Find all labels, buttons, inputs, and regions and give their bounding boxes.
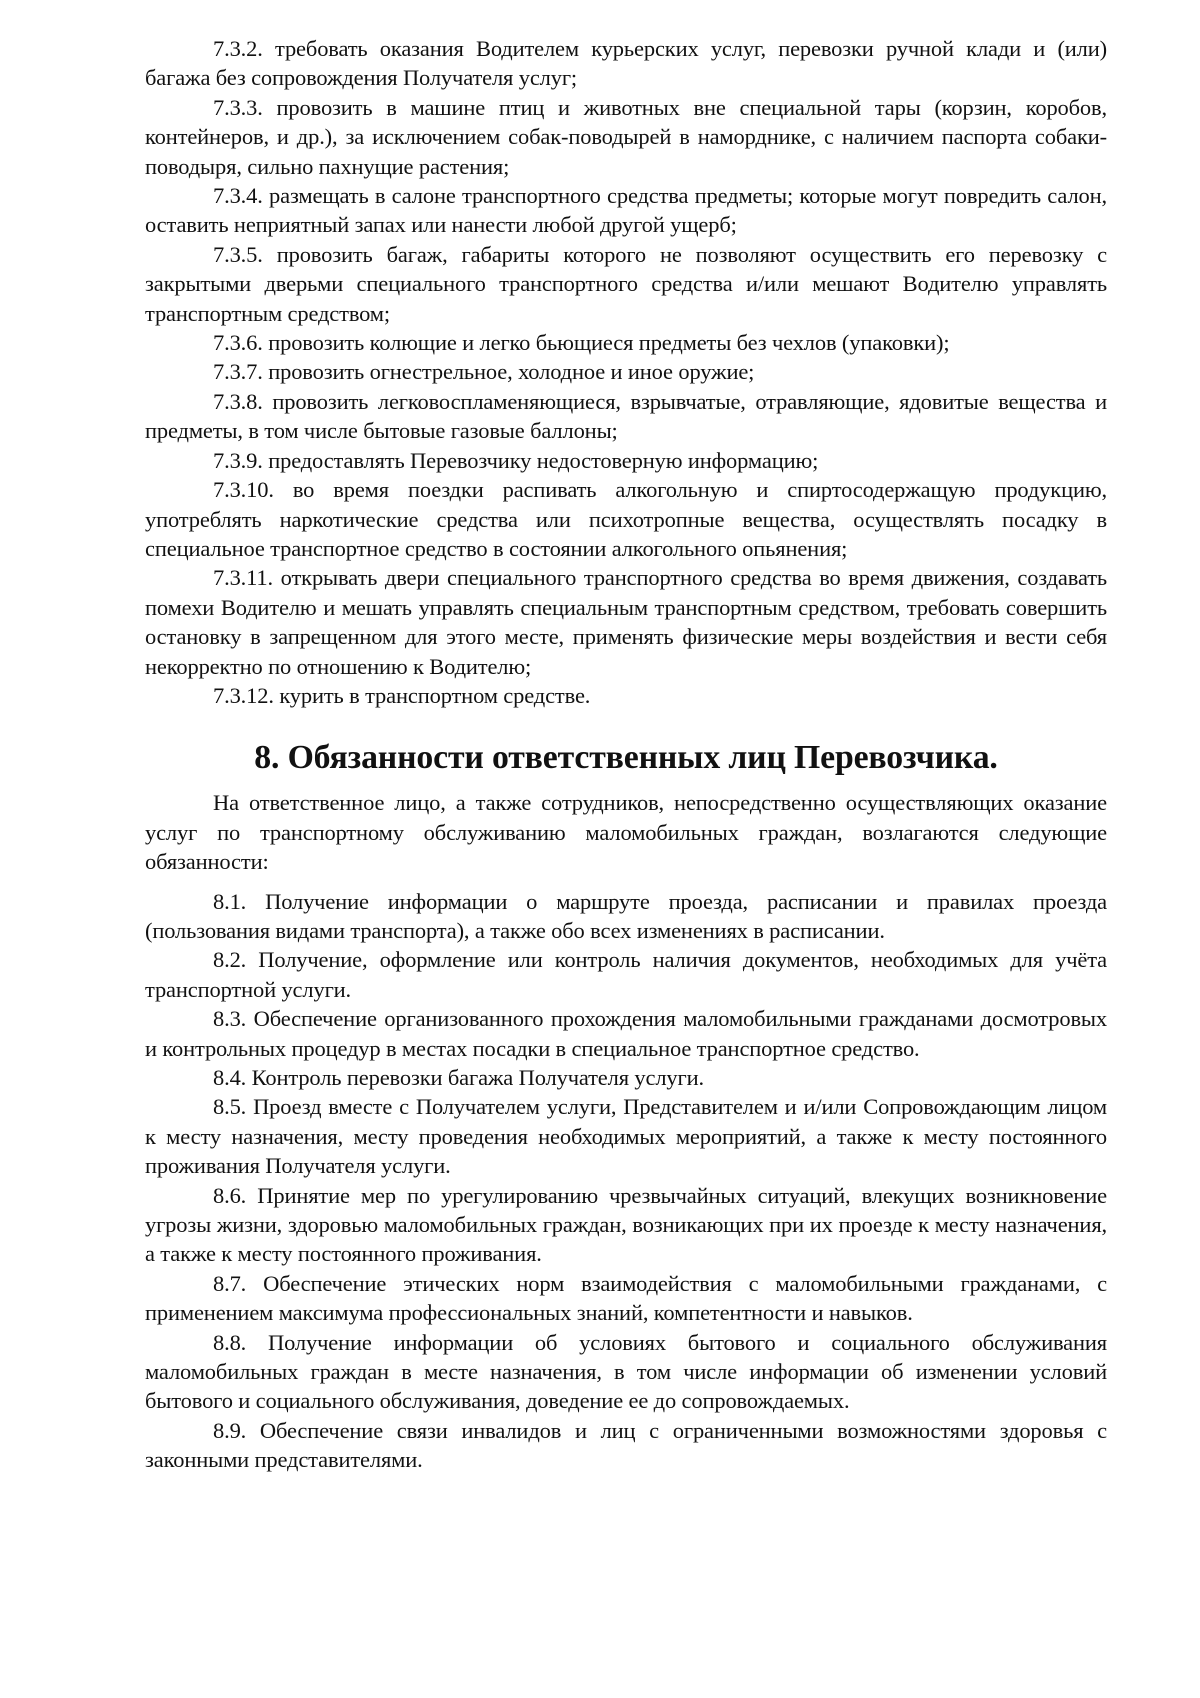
clause-8-4 [145, 1063, 1107, 1092]
clause-text: во время поездки распивать алкогольную и спиртосодержащую продукцию, употреблять наркотические средства или психотропные вещества, осуществлять посадку в специальное транспортное средство в состоянии алкогольного опьянения; [145, 477, 1107, 561]
clause-text: Обеспечение связи инвалидов и лиц с ограниченными возможностями здоровья с законными представителями. [145, 1417, 1107, 1473]
clause-7-3-4 [145, 181, 1107, 240]
clause-text: предоставлять Перевозчику недостоверную информацию; [268, 447, 819, 473]
clause-text: Получение информации об условиях бытового и социального обслуживания маломобильных граждан в месте назначения, в том числе информации об изменении условий бытового и социального обслуживания, доведение ее до сопровождаемых. [145, 1329, 1107, 1414]
clause-8-6 [145, 1181, 1107, 1269]
clause-text: провозить легковоспламеняющиеся, взрывчатые, отравляющие, ядовитые вещества и предметы, в том числе бытовые газовые баллоны; [145, 388, 1107, 444]
clause-text: провозить огнестрельное, холодное и иное оружие; [268, 359, 755, 385]
clause-number: 7.3.3. [213, 94, 263, 120]
clause-number: 8.9. [213, 1417, 247, 1443]
clause-7-3-10 [145, 475, 1107, 563]
clause-8-3 [145, 1004, 1107, 1063]
clause-number: 8.4. [213, 1065, 247, 1090]
clause-text: открывать двери специального транспортного средства во время движения, создавать помехи Водителю и мешать управлять специальным транспортным средством, требовать совершить остановку в запрещенном для этого месте, применять физические меры воздействия и вести себя некорректно по отношению к Водителю; [145, 565, 1107, 679]
clause-8-5 [145, 1092, 1107, 1180]
clause-text: провозить багаж, габариты которого не позволяют осуществить его перевозку с закрытыми дверьми специального транспортного средства и/или мешают Водителю управлять транспортным средством; [145, 241, 1107, 326]
clause-text: курить в транспортном средстве. [279, 682, 591, 708]
clause-number: 7.3.10. [213, 477, 274, 503]
section-intro: На ответственное лицо, а также сотрудников, непосредственно осуществляющих оказание услуг по транспортному обслуживанию маломобильных граждан, возлагаются следующие обязанности: [145, 790, 1107, 875]
clause-text: Получение информации о маршруте проезда, расписании и правилах проезда (пользования видами транспорта), а также обо всех изменениях в расписании. [145, 888, 1107, 943]
clause-text: Контроль перевозки багажа Получателя услуги. [251, 1065, 704, 1090]
clause-number: 7.3.12. [213, 682, 274, 708]
section-heading: 8. Обязанности ответственных лиц Перевозчика. [254, 739, 998, 777]
clause-number: 8.6. [213, 1182, 247, 1208]
clause-number: 7.3.8. [213, 388, 263, 414]
clause-number: 7.3.6. [213, 330, 263, 356]
clause-number: 8.2. [213, 947, 247, 973]
document-page [145, 34, 1107, 1475]
clause-text: провозить в машине птиц и животных вне специальной тары (корзин, коробов, контейнеров, и др.), за исключением собак-поводырей в наморднике, с наличием паспорта собаки-поводыря, сильно пахнущие растения; [145, 94, 1107, 179]
clause-7-3-3 [145, 93, 1107, 181]
clause-number: 7.3.9. [213, 447, 263, 473]
clause-text: требовать оказания Водителем курьерских услуг, перевозки ручной клади и (или) багажа без сопровождения Получателя услуг; [145, 36, 1107, 91]
clause-text: провозить колющие и легко бьющиеся предметы без чехлов (упаковки); [268, 330, 950, 356]
clause-7-3-9 [145, 446, 1107, 475]
clause-8-7 [145, 1269, 1107, 1328]
clause-number: 7.3.11. [213, 565, 273, 591]
clause-number: 8.3. [213, 1006, 247, 1032]
clause-7-3-12 [145, 681, 1107, 710]
clause-8-2 [145, 945, 1107, 1004]
clause-text: размещать в салоне транспортного средства предметы; которые могут повредить салон, оставить неприятный запах или нанести любой другой ущерб; [145, 183, 1107, 238]
clause-8-1 [145, 887, 1107, 946]
clause-7-3-11 [145, 563, 1107, 681]
clause-8-9 [145, 1416, 1107, 1475]
clause-number: 7.3.5. [213, 241, 263, 267]
clause-text: Обеспечение организованного прохождения маломобильными гражданами досмотровых и контрольных процедур в местах посадки в специальное транспортное средство. [145, 1006, 1107, 1061]
clause-number: 7.3.2. [213, 36, 263, 61]
clause-7-3-2 [145, 34, 1107, 93]
clause-text: Получение, оформление или контроль наличия документов, необходимых для учёта транспортной услуги. [145, 947, 1107, 1002]
clause-text: Принятие мер по урегулированию чрезвычайных ситуаций, влекущих возникновение угрозы жизни, здоровью маломобильных граждан, возникающих при их проезде к месту назначения, а также к месту постоянного проживания. [145, 1182, 1107, 1267]
clause-text: Проезд вместе с Получателем услуги, Представителем и и/или Сопровождающим лицом к месту назначения, месту проведения необходимых мероприятий, а также к месту постоянного проживания Получателя услуги. [145, 1094, 1107, 1179]
clause-8-8 [145, 1328, 1107, 1416]
clause-7-3-6 [145, 328, 1107, 357]
clause-number: 8.7. [213, 1270, 247, 1296]
clause-number: 8.1. [213, 888, 247, 914]
clause-7-3-8 [145, 387, 1107, 446]
clause-7-3-7 [145, 357, 1107, 386]
clause-7-3-5 [145, 240, 1107, 328]
clause-number: 7.3.7. [213, 359, 263, 385]
clause-text: Обеспечение этических норм взаимодействия с маломобильными гражданами, с применением максимума профессиональных знаний, компетентности и навыков. [145, 1270, 1107, 1326]
clause-number: 8.5. [213, 1094, 247, 1120]
clause-number: 7.3.4. [213, 183, 263, 209]
clause-number: 8.8. [213, 1329, 247, 1355]
